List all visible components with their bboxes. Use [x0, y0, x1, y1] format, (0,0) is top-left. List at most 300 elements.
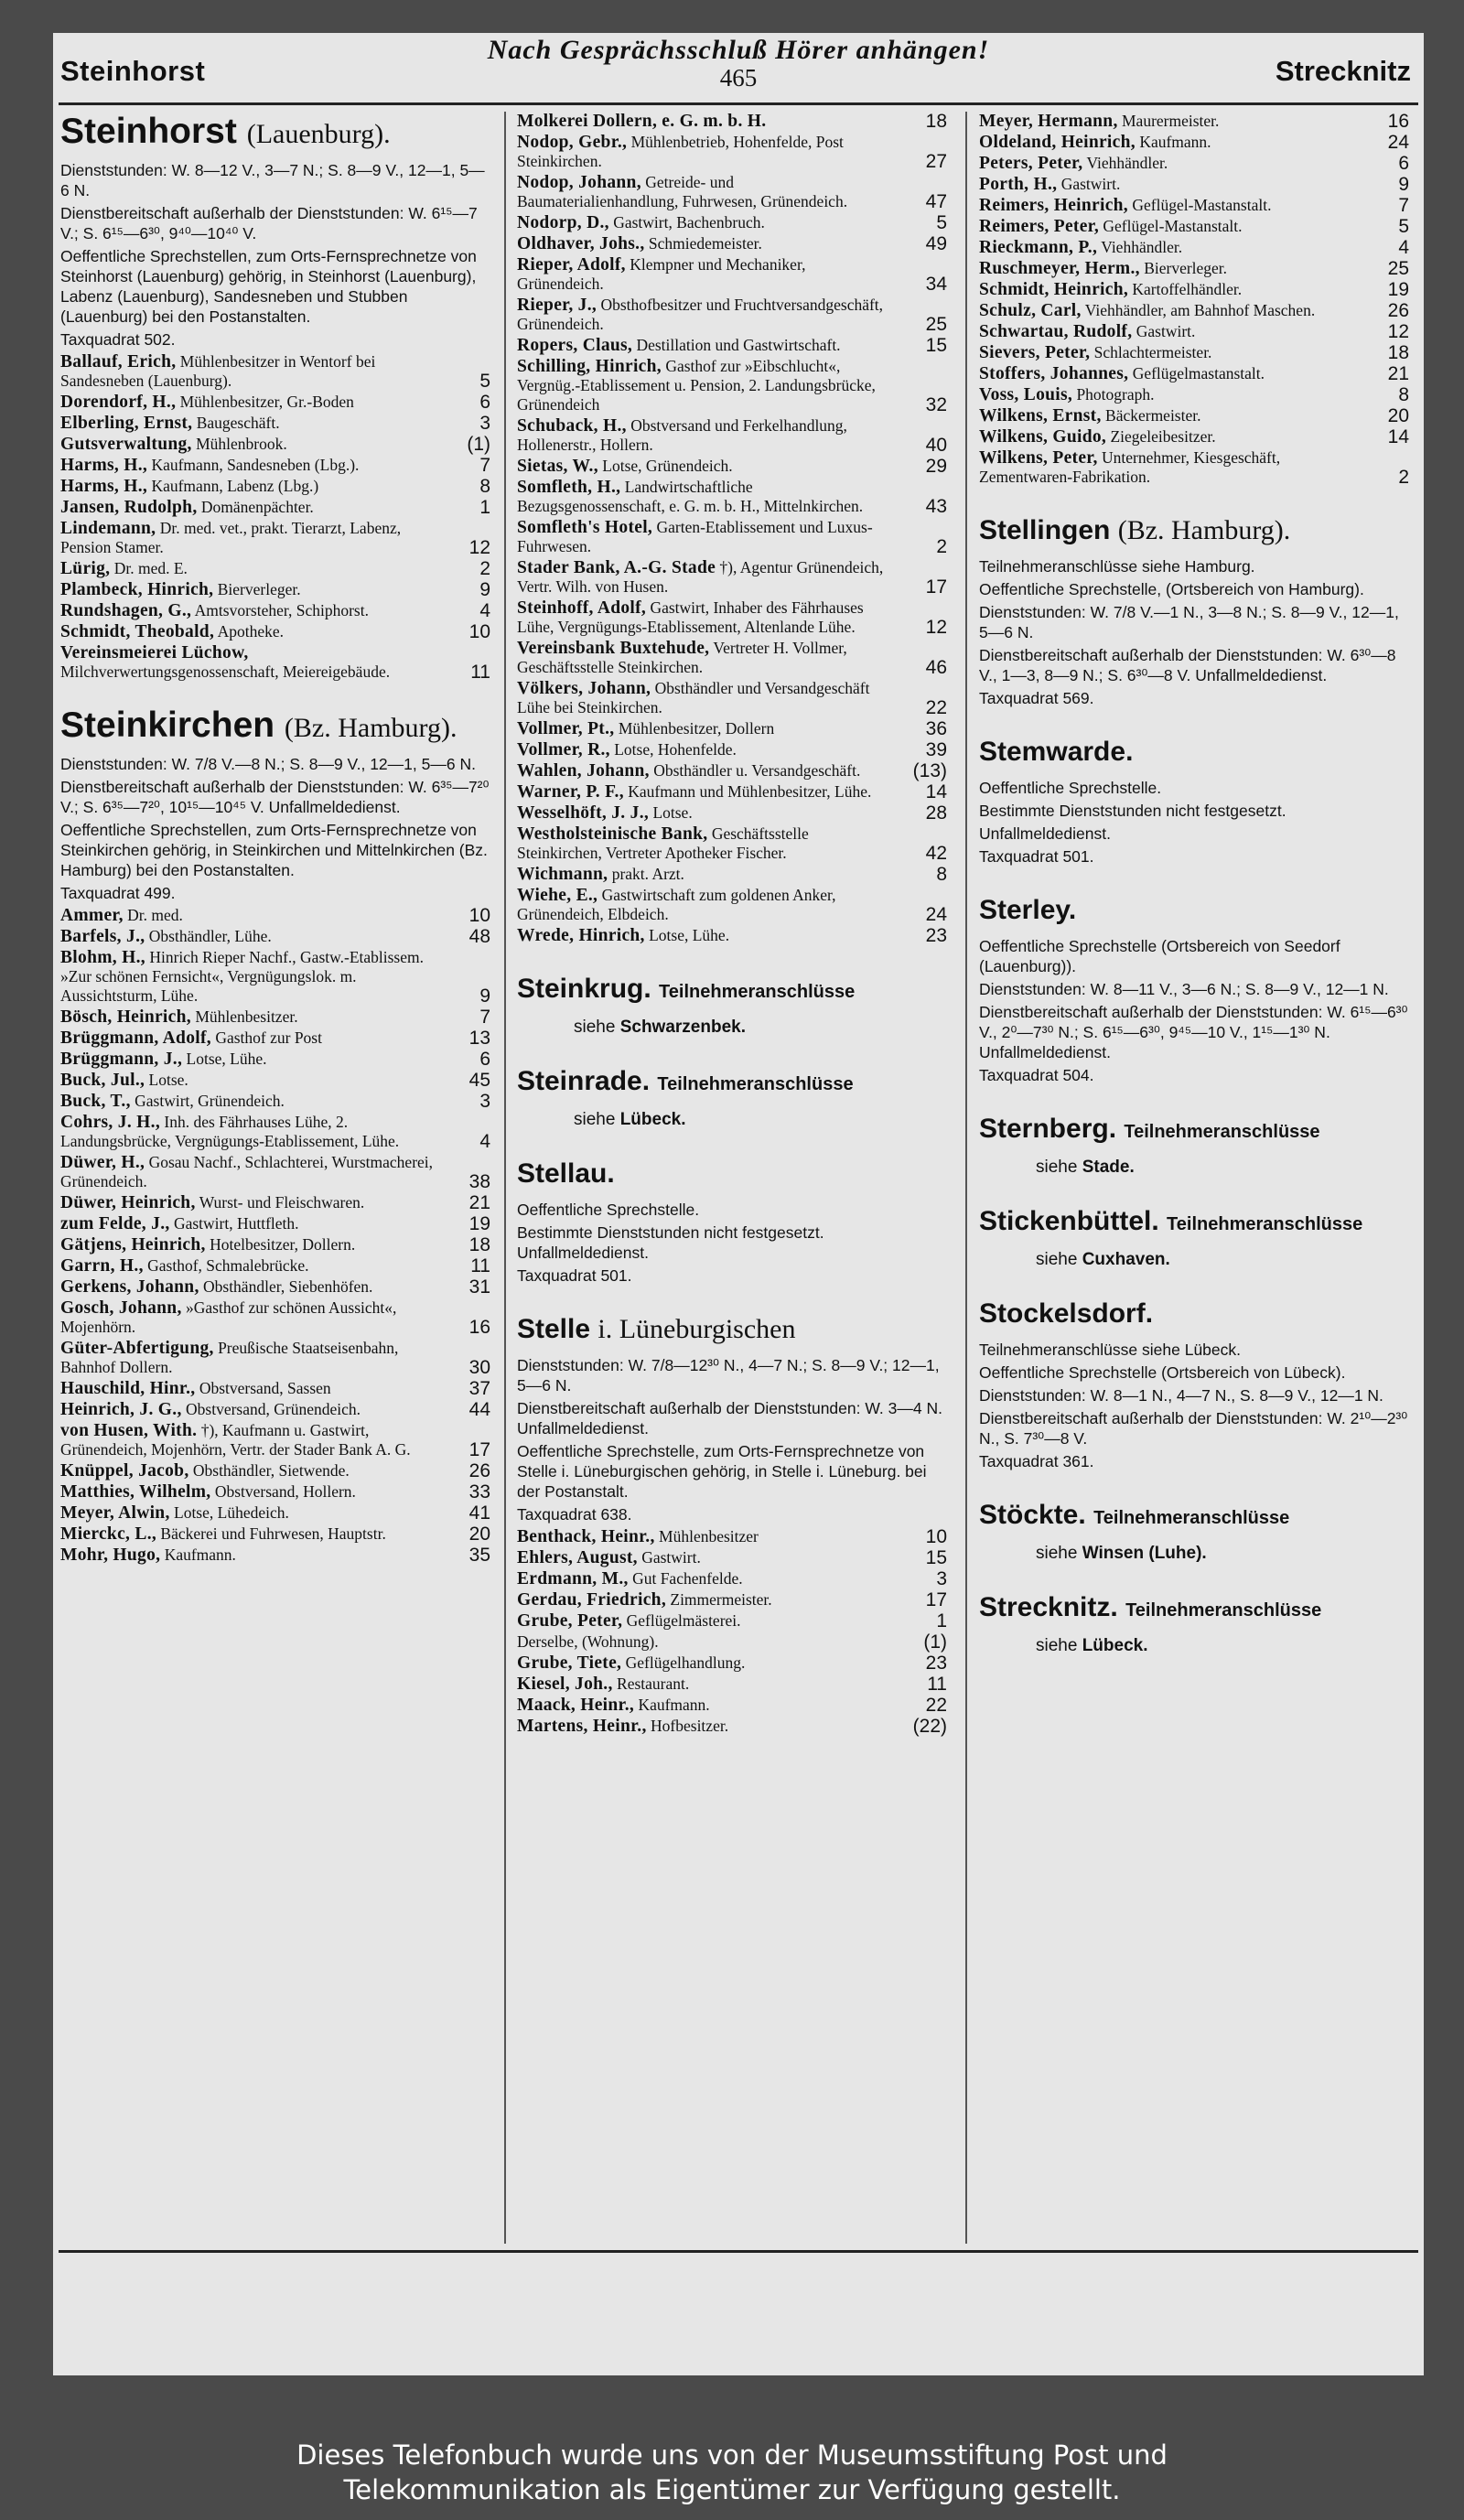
- place-title-stemwarde: Stemwarde.: [979, 737, 1134, 767]
- subscriber-entry: [60, 906, 490, 925]
- phone-number: 3: [479, 1091, 490, 1112]
- subscriber-name: Rieper, Adolf,: [517, 255, 626, 275]
- subscriber-details: Gastwirt.: [1060, 175, 1121, 193]
- phone-number: 33: [468, 1481, 490, 1502]
- subscriber-details: †), Agentur Grünendeich, Vertr. Wilh. von Husen.: [517, 558, 884, 596]
- phone-number: 6: [479, 392, 490, 413]
- subscriber-entry: [517, 357, 947, 415]
- subscriber-name: Stader Bank, A.-G. Stade: [517, 558, 716, 577]
- subscriber-name: Grube, Peter,: [517, 1611, 623, 1631]
- subscriber-name: Vollmer, R.,: [517, 740, 610, 759]
- subscriber-entry: [979, 448, 1409, 487]
- subscriber-entry: [517, 679, 947, 717]
- cross-reference: siehe Cuxhaven.: [1036, 1250, 1170, 1269]
- subscriber-entry: [517, 865, 947, 884]
- info-line: Dienststunden: W. 8—12 V., 3—7 N.; S. 8—9 V., 12—1, 5—6 N.: [60, 161, 485, 199]
- credit-line-1: Dieses Telefonbuch wurde uns von der Museumsstiftung Post und: [296, 2439, 1168, 2471]
- subscriber-name: Gutsverwaltung,: [60, 435, 192, 454]
- bottom-rule: [59, 2250, 1418, 2253]
- subscriber-entry: [979, 364, 1409, 383]
- subscriber-entry: [517, 1653, 947, 1673]
- subscriber-details: Hotelbesitzer, Dollern.: [210, 1235, 356, 1254]
- phone-number: 7: [479, 1007, 490, 1028]
- subscriber-name: Lindemann,: [60, 519, 156, 538]
- subscriber-details: Gasthof, Schmalebrücke.: [147, 1256, 309, 1275]
- subscriber-entry: [979, 427, 1409, 447]
- subscriber-entry: [60, 622, 490, 641]
- subscriber-details: Bäckermeister.: [1105, 406, 1201, 425]
- subscriber-name: Nodop, Johann,: [517, 173, 641, 192]
- subscriber-name: Vereinsbank Buxtehude,: [517, 639, 710, 658]
- subscriber-name: Rieckmann, P.,: [979, 238, 1098, 257]
- subscriber-entry: [60, 1421, 490, 1459]
- place-title-steinhorst: Steinhorst (Lauenburg).: [60, 112, 391, 151]
- phone-number: 37: [468, 1378, 490, 1399]
- subscriber-entry: [517, 1675, 947, 1694]
- subscriber-name: Blohm, H.,: [60, 948, 145, 967]
- subscriber-entry: [517, 1590, 947, 1610]
- info-line: Taxquadrat 361.: [979, 1452, 1094, 1470]
- info-line: Taxquadrat 501.: [517, 1266, 632, 1285]
- phone-number: 43: [925, 496, 947, 517]
- subscriber-name: Wesselhöft, J. J.,: [517, 803, 650, 823]
- phone-number: 4: [479, 1131, 490, 1152]
- phone-number: 11: [470, 662, 490, 683]
- subscriber-details: Kartoffelhändler.: [1132, 280, 1243, 298]
- phone-number: 26: [1387, 300, 1409, 321]
- phone-number: 10: [925, 1526, 947, 1547]
- phone-number: 21: [468, 1192, 490, 1213]
- header-last-place: Strecknitz: [1275, 55, 1411, 87]
- subscriber-name: Güter-Abfertigung,: [60, 1339, 214, 1358]
- cross-reference: siehe Lübeck.: [1036, 1636, 1148, 1655]
- subscriber-entry: [60, 1379, 490, 1398]
- phone-number: 18: [468, 1234, 490, 1255]
- subscriber-details: Mühlenbesitzer, Dollern: [618, 719, 775, 738]
- subscriber-name: Völkers, Johann,: [517, 679, 651, 698]
- phone-number: 42: [925, 843, 947, 864]
- subscriber-name: Buck, Jul.,: [60, 1071, 145, 1090]
- subscriber-details: Gastwirtschaft zum goldenen Anker, Grünendeich, Elbdeich.: [517, 886, 836, 923]
- subscriber-entry: [60, 1524, 490, 1544]
- subscriber-entry: [60, 1256, 490, 1276]
- subscriber-entry: [979, 238, 1409, 257]
- subscriber-details: »Gasthof zur schönen Aussicht«, Mojenhörn.: [60, 1298, 397, 1336]
- subscriber-name: Dorendorf, H.,: [60, 393, 177, 412]
- phone-number: 28: [925, 802, 947, 824]
- subscriber-name: Sievers, Peter,: [979, 343, 1091, 362]
- subscriber-entry: [60, 519, 490, 557]
- column-1: [60, 112, 490, 1567]
- subscriber-name: Hauschild, Hinr.,: [60, 1379, 196, 1398]
- subscriber-entry: [517, 740, 947, 759]
- subscriber-entry: [979, 175, 1409, 194]
- phone-number: 17: [925, 1589, 947, 1610]
- phone-number: 9: [479, 579, 490, 600]
- info-line: Dienstbereitschaft außerhalb der Dienststunden: W. 2¹⁰—2³⁰ N., S. 7³⁰—8 V.: [979, 1409, 1408, 1448]
- place-title-stickenbuettel: Stickenbüttel. Teilnehmeranschlüsse: [979, 1206, 1363, 1236]
- info-line: Oeffentliche Sprechstelle (Ortsbereich von Lübeck).: [979, 1363, 1346, 1382]
- subscriber-name: Gerdau, Friedrich,: [517, 1590, 666, 1610]
- phone-number: 6: [1398, 153, 1409, 174]
- subscriber-entry: [60, 1400, 490, 1419]
- subscriber-details: Geflügelmastanstalt.: [1132, 364, 1265, 382]
- subscriber-details: Kaufmann, Sandesneben (Lbg.).: [151, 456, 360, 474]
- phone-number: 10: [468, 905, 490, 926]
- subscriber-entry: [517, 639, 947, 677]
- subscriber-name: Rundshagen, G.,: [60, 601, 192, 620]
- phone-number: 48: [468, 926, 490, 947]
- subscriber-entry: [517, 1611, 947, 1631]
- phone-number: 2: [1398, 467, 1409, 488]
- subscriber-name: Schulz, Carl,: [979, 301, 1082, 320]
- subscriber-details: Kaufmann.: [638, 1696, 710, 1714]
- subscriber-details: Lotse, Lühe.: [649, 926, 730, 944]
- place-title-stellingen: Stellingen (Bz. Hamburg).: [979, 515, 1291, 545]
- place-title-stelle: Stelle i. Lüneburgischen: [517, 1314, 796, 1344]
- page-header: [53, 33, 1424, 106]
- subscriber-entry: [517, 518, 947, 556]
- subscriber-details: Lotse, Lühe.: [186, 1050, 267, 1068]
- subscriber-details: Kaufmann.: [1139, 133, 1211, 151]
- phone-number: 10: [468, 621, 490, 642]
- phone-number: 8: [479, 476, 490, 497]
- phone-number: 2: [479, 558, 490, 579]
- subscriber-entry: [517, 1632, 947, 1652]
- subscriber-details: Lotse, Grünendeich.: [602, 457, 733, 475]
- subscriber-details: Destillation und Gastwirtschaft.: [636, 336, 841, 354]
- info-line: Oeffentliche Sprechstellen, zum Orts-Fernsprechnetze von Steinkirchen gehörig, in Steinkirchen und Mittelnkirchen (Bz. Hamburg) bei den Postanstalten.: [60, 821, 488, 879]
- phone-number: 18: [925, 111, 947, 132]
- subscriber-details: Gastwirt, Grünendeich.: [135, 1092, 285, 1110]
- phone-number: 8: [1398, 384, 1409, 405]
- steinkirchen-entries: [60, 906, 490, 1565]
- subscriber-name: Wahlen, Johann,: [517, 761, 650, 781]
- subscriber-details: Landwirtschaftliche Bezugsgenossenschaft, e. G. m. b. H., Mittelnkirchen.: [517, 478, 864, 515]
- phone-number: 29: [925, 456, 947, 477]
- subscriber-details: Kaufmann, Labenz (Lbg.): [151, 477, 319, 495]
- subscriber-name: Schilling, Hinrich,: [517, 357, 662, 376]
- subscriber-entry: [517, 296, 947, 334]
- subscriber-entry: [60, 559, 490, 578]
- cross-reference: siehe Winsen (Luhe).: [1036, 1544, 1207, 1563]
- stelle-entries-continued: [979, 112, 1409, 487]
- place-title-sterley: Sterley.: [979, 895, 1077, 925]
- phone-number: 4: [479, 600, 490, 621]
- subscriber-entry: [60, 1007, 490, 1027]
- subscriber-name: Vollmer, Pt.,: [517, 719, 615, 738]
- subscriber-details: Geflügel-Mastanstalt.: [1132, 196, 1272, 214]
- subscriber-name: Peters, Peter,: [979, 154, 1083, 173]
- phone-number: 47: [925, 191, 947, 212]
- phone-number: 3: [479, 413, 490, 434]
- subscriber-details: Obsthofbesitzer und Fruchtversandgeschäft, Grünendeich.: [517, 296, 884, 333]
- subscriber-details: Kaufmann.: [164, 1545, 236, 1564]
- phone-number: 7: [479, 455, 490, 476]
- subscriber-name: Mohr, Hugo,: [60, 1545, 161, 1565]
- subscriber-details: Obsthändler, Siebenhöfen.: [203, 1277, 373, 1296]
- subscriber-entry: [60, 927, 490, 946]
- subscriber-name: Lürig,: [60, 559, 111, 578]
- header-notice: Nach Gesprächsschluß Hörer anhängen!: [487, 35, 990, 65]
- phone-number: 49: [925, 233, 947, 254]
- subscriber-details: Hofbesitzer.: [651, 1717, 729, 1735]
- archive-credit: [0, 2438, 1464, 2507]
- subscriber-details: Restaurant.: [617, 1675, 690, 1693]
- subscriber-name: Düwer, Heinrich,: [60, 1193, 196, 1212]
- phone-number: 23: [925, 1653, 947, 1674]
- subscriber-details: †), Kaufmann u. Gastwirt, Grünendeich, Mojenhörn, Vertr. der Stader Bank A. G.: [60, 1421, 411, 1459]
- subscriber-details: Kaufmann und Mühlenbesitzer, Lühe.: [628, 782, 872, 801]
- steinhorst-entries: [60, 352, 490, 682]
- subscriber-name: Maack, Heinr.,: [517, 1696, 635, 1715]
- subscriber-entry: [60, 414, 490, 433]
- place-title-stellau: Stellau.: [517, 1158, 615, 1189]
- header-rule: [59, 102, 1418, 105]
- phone-number: 19: [468, 1213, 490, 1234]
- subscriber-entry: [60, 1214, 490, 1233]
- info-line: Taxquadrat 502.: [60, 330, 176, 349]
- subscriber-details: Klempner und Mechaniker, Grünendeich.: [517, 255, 806, 293]
- phone-number: 11: [470, 1255, 490, 1276]
- subscriber-name: Ehlers, August,: [517, 1548, 638, 1567]
- subscriber-entry: [517, 782, 947, 802]
- phone-number: 24: [1387, 132, 1409, 153]
- subscriber-name: Wichmann,: [517, 865, 608, 884]
- subscriber-name: Düwer, H.,: [60, 1153, 145, 1172]
- subscriber-name: Brüggmann, J.,: [60, 1050, 183, 1069]
- phone-number: 22: [925, 697, 947, 718]
- subscriber-entry: [517, 558, 947, 597]
- subscriber-details: Milchverwertungsgenossenschaft, Meiereigebäude.: [60, 662, 391, 681]
- info-line: Taxquadrat 501.: [979, 847, 1094, 866]
- subscriber-details: Obsthändler u. Versandgeschäft.: [653, 761, 861, 780]
- subscriber-details: Garten-Etablissement und Luxus-Fuhrwesen.: [517, 518, 873, 555]
- subscriber-name: von Husen, With.: [60, 1421, 198, 1440]
- info-line: Dienstbereitschaft außerhalb der Dienststunden: W. 6¹⁵—6³⁰ V., 2⁰—7³⁰ N.; S. 6¹⁵—6³⁰, 9⁴⁵—10 V., 1¹⁵—1³⁰ N. Unfallmeldedienst.: [979, 1003, 1408, 1061]
- subscriber-name: Kiesel, Joh.,: [517, 1675, 613, 1694]
- subscriber-entry: [517, 598, 947, 637]
- subscriber-name: Ballauf, Erich,: [60, 352, 177, 372]
- phone-number: 6: [479, 1049, 490, 1070]
- subscriber-name: Schuback, H.,: [517, 416, 627, 436]
- subscriber-details: Unternehmer, Kiesgeschäft, Zementwaren-Fabrikation.: [979, 448, 1281, 486]
- phone-number: 40: [925, 435, 947, 456]
- place-title-steinkirchen: Steinkirchen (Bz. Hamburg).: [60, 705, 458, 745]
- subscriber-name: Jansen, Rudolph,: [60, 498, 198, 517]
- subscriber-entry: [517, 234, 947, 253]
- subscriber-name: Schwartau, Rudolf,: [979, 322, 1133, 341]
- subscriber-name: Erdmann, M.,: [517, 1569, 629, 1588]
- phone-number: 26: [468, 1460, 490, 1481]
- phone-number: 14: [925, 781, 947, 802]
- subscriber-details: Apotheke.: [217, 622, 284, 641]
- subscriber-entry: [979, 280, 1409, 299]
- place-title-steinrade: Steinrade. Teilnehmeranschlüsse: [517, 1066, 854, 1096]
- subscriber-name: Schmidt, Heinrich,: [979, 280, 1129, 299]
- phone-number: 44: [468, 1399, 490, 1420]
- subscriber-name: Wrede, Hinrich,: [517, 926, 645, 945]
- info-line: Teilnehmeranschlüsse siehe Hamburg.: [979, 557, 1255, 576]
- subscriber-entry: [517, 1696, 947, 1715]
- subscriber-name: Heinrich, J. G.,: [60, 1400, 182, 1419]
- subscriber-details: Gastwirt, Inhaber des Fährhauses Lühe, Vergnügungs-Etablissement, Altenlande Lühe.: [517, 598, 864, 636]
- subscriber-entry: [517, 478, 947, 516]
- phone-number: 21: [1387, 363, 1409, 384]
- subscriber-entry: [60, 1545, 490, 1565]
- subscriber-name: Nodop, Gebr.,: [517, 133, 628, 152]
- place-title-stoeckte: Stöckte. Teilnehmeranschlüsse: [979, 1500, 1290, 1530]
- phone-number: 34: [925, 274, 947, 295]
- cross-reference: siehe Lübeck.: [574, 1110, 686, 1129]
- info-line: Oeffentliche Sprechstelle, zum Orts-Fernsprechnetze von Stelle i. Lüneburgischen gehörig, in Stelle i. Lüneburg. bei der Postanstalt.: [517, 1442, 927, 1501]
- subscriber-entry: [60, 456, 490, 475]
- subscriber-name: Porth, H.,: [979, 175, 1058, 194]
- subscriber-entry: [60, 1050, 490, 1069]
- subscriber-entry: [979, 406, 1409, 425]
- info-line: Dienststunden: W. 7/8—12³⁰ N., 4—7 N.; S. 8—9 V.; 12—1, 5—6 N.: [517, 1356, 940, 1395]
- column-divider: [504, 112, 506, 2244]
- subscriber-details: Viehhändler, am Bahnhof Maschen.: [1084, 301, 1316, 319]
- subscriber-details: Bierverleger.: [217, 580, 301, 598]
- phone-number: 38: [468, 1171, 490, 1192]
- subscriber-entry: [60, 1461, 490, 1481]
- phone-number: (1): [467, 434, 490, 455]
- info-line: Teilnehmeranschlüsse siehe Lübeck.: [979, 1341, 1241, 1359]
- subscriber-entry: [60, 477, 490, 496]
- phone-number: 5: [479, 371, 490, 392]
- subscriber-name: Somfleth, H.,: [517, 478, 621, 497]
- info-line: Dienststunden: W. 7/8 V.—1 N., 3—8 N.; S. 8—9 V., 12—1, 5—6 N.: [979, 603, 1399, 641]
- subscriber-entry: [979, 112, 1409, 131]
- subscriber-name: Steinhoff, Adolf,: [517, 598, 647, 618]
- subscriber-entry: [60, 1028, 490, 1048]
- subscriber-details: Baugeschäft.: [196, 414, 280, 432]
- subscriber-name: Harms, H.,: [60, 477, 148, 496]
- subscriber-details: Gastwirt.: [1136, 322, 1196, 340]
- subscriber-details: Maurermeister.: [1122, 112, 1220, 130]
- column-divider: [965, 112, 967, 2244]
- subscriber-details: Dr. med.: [127, 906, 183, 924]
- subscriber-entry: [517, 336, 947, 355]
- column-2: [517, 112, 947, 1738]
- subscriber-name: zum Felde, J.,: [60, 1214, 170, 1233]
- subscriber-details: Obstversand, Sassen: [199, 1379, 331, 1397]
- subscriber-name: Vereinsmeierei Lüchow,: [60, 643, 249, 662]
- subscriber-details: Bäckerei und Fuhrwesen, Hauptstr.: [160, 1524, 386, 1543]
- subscriber-details: Gosau Nachf., Schlachterei, Wurstmacherei, Grünendeich.: [60, 1153, 434, 1190]
- subscriber-name: Reimers, Heinrich,: [979, 196, 1128, 215]
- subscriber-details: Schlachtermeister.: [1093, 343, 1212, 361]
- phone-number: 12: [1387, 321, 1409, 342]
- subscriber-name: Wilkens, Ernst,: [979, 406, 1102, 425]
- phone-number: 11: [927, 1674, 947, 1695]
- subscriber-entry: [517, 761, 947, 781]
- subscriber-details: Derselbe, (Wohnung).: [517, 1632, 659, 1651]
- subscriber-name: Meyer, Alwin,: [60, 1503, 170, 1523]
- phone-number: 12: [925, 617, 947, 638]
- subscriber-name: Wilkens, Guido,: [979, 427, 1107, 447]
- subscriber-name: Meyer, Hermann,: [979, 112, 1118, 131]
- subscriber-entry: [517, 886, 947, 924]
- subscriber-name: Barfels, J.,: [60, 927, 145, 946]
- subscriber-details: Amtsvorsteher, Schiphorst.: [194, 601, 369, 619]
- info-line: Dienststunden: W. 8—1 N., 4—7 N., S. 8—9 V., 12—1 N.: [979, 1386, 1383, 1405]
- subscriber-entry: [60, 1235, 490, 1255]
- subscriber-details: Schmiedemeister.: [648, 234, 762, 253]
- subscriber-details: Geflügelmästerei.: [626, 1611, 741, 1630]
- subscriber-entry: [517, 133, 947, 171]
- directory-page: [53, 33, 1424, 2375]
- subscriber-entry: [979, 133, 1409, 152]
- subscriber-entry: [979, 343, 1409, 362]
- subscriber-details: Dr. med. E.: [113, 559, 188, 577]
- subscriber-name: Gosch, Johann,: [60, 1298, 182, 1318]
- subscriber-entry: [979, 217, 1409, 236]
- info-line: Oeffentliche Sprechstelle, (Ortsbereich von Hamburg).: [979, 580, 1364, 598]
- info-line: Oeffentliche Sprechstellen, zum Orts-Fernsprechnetze von Steinhorst (Lauenburg) gehörig, in Steinhorst (Lauenburg), Labenz (Lauenburg), Sandesneben und Stubben (Lauenburg) bei den Postanstalten.: [60, 247, 477, 326]
- subscriber-name: Ropers, Claus,: [517, 336, 633, 355]
- subscriber-name: Ruschmeyer, Herm.,: [979, 259, 1140, 278]
- subscriber-name: Oldhaver, Johs.,: [517, 234, 645, 253]
- subscriber-name: Rieper, J.,: [517, 296, 597, 315]
- subscriber-entry: [517, 824, 947, 863]
- subscriber-entry: [60, 601, 490, 620]
- phone-number: 4: [1398, 237, 1409, 258]
- phone-number: 24: [925, 904, 947, 925]
- phone-number: 36: [925, 718, 947, 739]
- phone-number: 23: [925, 925, 947, 946]
- subscriber-details: Obstversand und Ferkelhandlung, Hollenerstr., Hollern.: [517, 416, 847, 454]
- subscriber-name: Reimers, Peter,: [979, 217, 1100, 236]
- phone-number: 25: [925, 314, 947, 335]
- phone-number: 15: [925, 335, 947, 356]
- subscriber-details: Gastwirt, Huttfleth.: [173, 1214, 299, 1233]
- subscriber-name: Oldeland, Heinrich,: [979, 133, 1136, 152]
- steinhorst-info: [60, 160, 490, 350]
- subscriber-details: Mühlenbesitzer: [659, 1527, 759, 1545]
- info-line: Dienstbereitschaft außerhalb der Dienststunden: W. 6¹⁵—7 V.; S. 6¹⁵—6³⁰, 9⁴⁰—10⁴⁰ V.: [60, 204, 478, 242]
- subscriber-name: Mierckc, L.,: [60, 1524, 157, 1544]
- subscriber-details: Lotse.: [148, 1071, 188, 1089]
- subscriber-details: Gastwirt, Bachenbruch.: [613, 213, 765, 232]
- place-title-strecknitz: Strecknitz. Teilnehmeranschlüsse: [979, 1592, 1322, 1622]
- subscriber-name: Bösch, Heinrich,: [60, 1007, 191, 1027]
- phone-number: 9: [1398, 174, 1409, 195]
- info-line: Dienststunden: W. 8—11 V., 3—6 N.; S. 8—9 V., 12—1 N.: [979, 980, 1389, 998]
- phone-number: 46: [925, 657, 947, 678]
- info-line: Oeffentliche Sprechstelle.: [979, 779, 1162, 797]
- phone-number: 13: [468, 1028, 490, 1049]
- subscriber-entry: [60, 1503, 490, 1523]
- subscriber-name: Nodorp, D.,: [517, 213, 609, 232]
- subscriber-details: Gasthof zur »Eibschlucht«, Vergnüg.-Etablissement u. Pension, 2. Landungsbrücke, Grünendeich: [517, 357, 876, 414]
- subscriber-entry: [60, 580, 490, 599]
- phone-number: 19: [1387, 279, 1409, 300]
- phone-number: (1): [923, 1632, 947, 1653]
- phone-number: 35: [468, 1545, 490, 1566]
- subscriber-details: Lotse, Hohenfelde.: [614, 740, 737, 759]
- cross-reference: siehe Stade.: [1036, 1158, 1135, 1177]
- subscriber-details: prakt. Arzt.: [611, 865, 684, 883]
- subscriber-details: Gastwirt.: [641, 1548, 701, 1567]
- steinkirchen-info: [60, 754, 490, 903]
- subscriber-entry: [60, 1482, 490, 1502]
- info-line: Dienststunden: W. 7/8 V.—8 N.; S. 8—9 V., 12—1, 5—6 N.: [60, 755, 476, 773]
- subscriber-details: Gasthof zur Post: [215, 1028, 322, 1047]
- subscriber-details: Vertreter H. Vollmer, Geschäftsstelle Steinkirchen.: [517, 639, 847, 676]
- info-line: Bestimmte Dienststunden nicht festgesetzt.: [979, 802, 1286, 820]
